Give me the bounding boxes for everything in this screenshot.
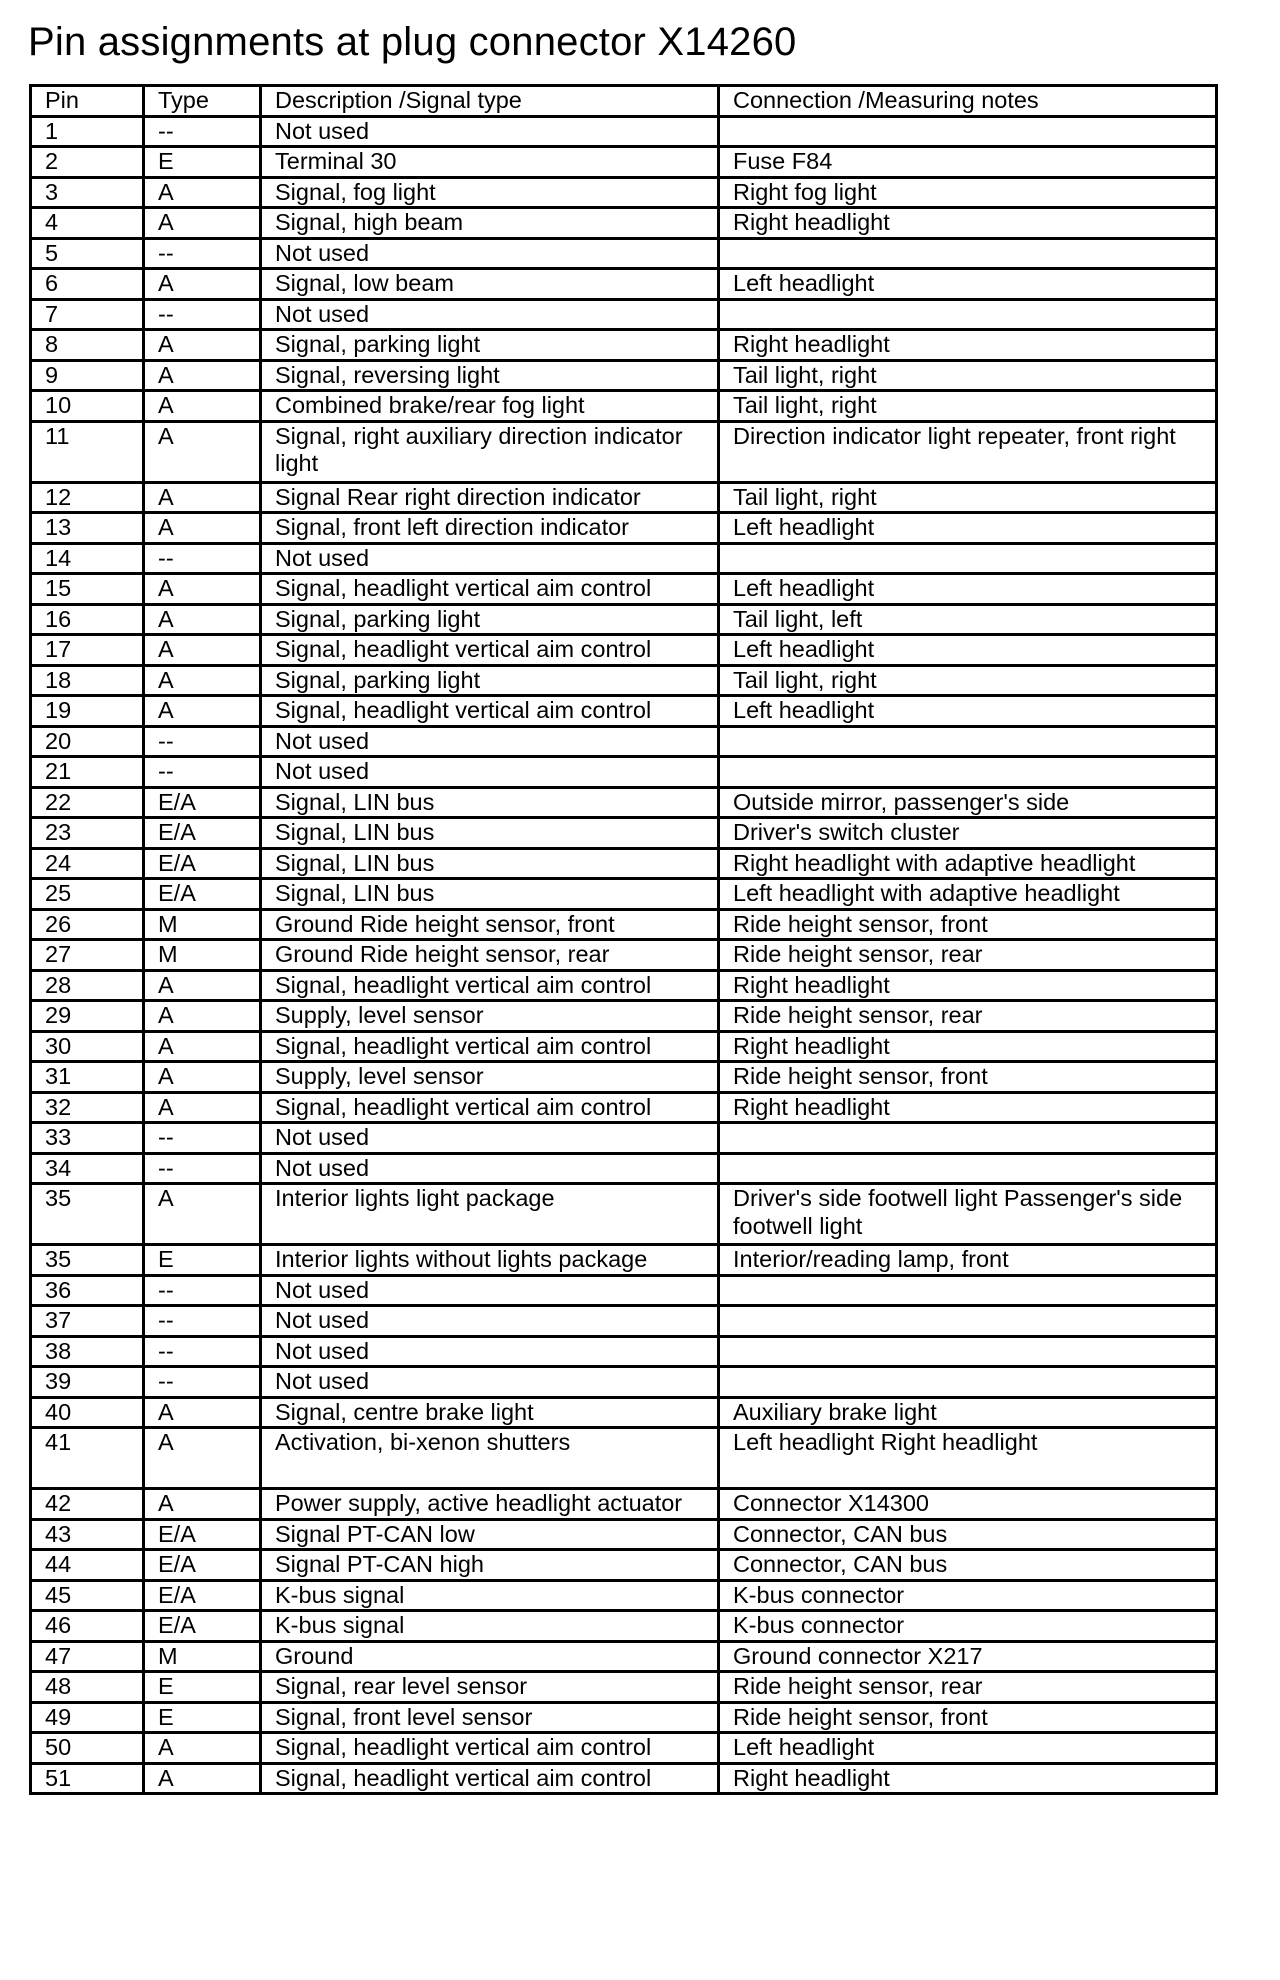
cell-connection: Tail light, left [719, 604, 1217, 635]
cell-connection: Driver's switch cluster [719, 818, 1217, 849]
cell-pin: 14 [31, 543, 144, 574]
cell-connection: Ride height sensor, front [719, 909, 1217, 940]
cell-connection: Left headlight Right headlight [719, 1428, 1217, 1489]
cell-connection: Outside mirror, passenger's side [719, 787, 1217, 818]
cell-pin: 47 [31, 1641, 144, 1672]
table-row [31, 696, 1217, 727]
cell-type: A [144, 1001, 261, 1032]
table-row [31, 1367, 1217, 1398]
cell-pin: 43 [31, 1519, 144, 1550]
cell-pin: 15 [31, 574, 144, 605]
table-row [31, 421, 1217, 482]
cell-description: Signal, headlight vertical aim control [261, 1733, 719, 1764]
cell-description: Not used [261, 1123, 719, 1154]
cell-type: E/A [144, 879, 261, 910]
cell-connection: Driver's side footwell light Passenger's side footwell light [719, 1184, 1217, 1245]
cell-connection: Right headlight [719, 1763, 1217, 1794]
cell-type: -- [144, 1153, 261, 1184]
cell-pin: 35 [31, 1184, 144, 1245]
cell-pin: 41 [31, 1428, 144, 1489]
table-row [31, 330, 1217, 361]
cell-connection [719, 726, 1217, 757]
cell-description: Signal, headlight vertical aim control [261, 1092, 719, 1123]
cell-type: -- [144, 1275, 261, 1306]
cell-connection [719, 1336, 1217, 1367]
cell-connection: Ground connector X217 [719, 1641, 1217, 1672]
cell-pin: 36 [31, 1275, 144, 1306]
cell-connection [719, 1123, 1217, 1154]
cell-description: Supply, level sensor [261, 1001, 719, 1032]
cell-type: -- [144, 1336, 261, 1367]
cell-description: Terminal 30 [261, 147, 719, 178]
table-row [31, 391, 1217, 422]
cell-type: A [144, 360, 261, 391]
table-row [31, 147, 1217, 178]
cell-pin: 31 [31, 1062, 144, 1093]
cell-pin: 46 [31, 1611, 144, 1642]
cell-connection: Right headlight [719, 208, 1217, 239]
cell-pin: 50 [31, 1733, 144, 1764]
cell-connection [719, 1153, 1217, 1184]
cell-connection: Connector, CAN bus [719, 1550, 1217, 1581]
cell-type: A [144, 1031, 261, 1062]
cell-type: E/A [144, 1580, 261, 1611]
cell-type: E [144, 147, 261, 178]
cell-pin: 27 [31, 940, 144, 971]
cell-type: E/A [144, 1550, 261, 1581]
table-row [31, 1580, 1217, 1611]
table-row [31, 1306, 1217, 1337]
cell-type: -- [144, 726, 261, 757]
cell-type: -- [144, 116, 261, 147]
cell-pin: 21 [31, 757, 144, 788]
cell-pin: 30 [31, 1031, 144, 1062]
cell-pin: 1 [31, 116, 144, 147]
table-row [31, 1641, 1217, 1672]
table-row [31, 1550, 1217, 1581]
cell-type: A [144, 269, 261, 300]
cell-connection [719, 238, 1217, 269]
cell-type: A [144, 1184, 261, 1245]
table-row [31, 1184, 1217, 1245]
cell-connection: K-bus connector [719, 1580, 1217, 1611]
cell-pin: 19 [31, 696, 144, 727]
cell-connection: Tail light, right [719, 665, 1217, 696]
cell-pin: 44 [31, 1550, 144, 1581]
table-row [31, 1733, 1217, 1764]
table-row [31, 116, 1217, 147]
cell-connection: Connector, CAN bus [719, 1519, 1217, 1550]
header-type: Type [144, 86, 261, 117]
cell-pin: 17 [31, 635, 144, 666]
table-row [31, 1031, 1217, 1062]
cell-type: -- [144, 757, 261, 788]
cell-connection: Left headlight [719, 574, 1217, 605]
cell-description: Signal PT-CAN high [261, 1550, 719, 1581]
cell-type: A [144, 1062, 261, 1093]
table-row [31, 909, 1217, 940]
table-row [31, 1275, 1217, 1306]
table-row [31, 726, 1217, 757]
cell-description: Not used [261, 116, 719, 147]
cell-description: Signal, LIN bus [261, 818, 719, 849]
cell-description: Ground [261, 1641, 719, 1672]
cell-description: Not used [261, 1367, 719, 1398]
cell-description: Signal, headlight vertical aim control [261, 1763, 719, 1794]
cell-type: A [144, 574, 261, 605]
table-row [31, 1245, 1217, 1276]
cell-connection: Tail light, right [719, 482, 1217, 513]
header-connection: Connection /Measuring notes [719, 86, 1217, 117]
cell-pin: 4 [31, 208, 144, 239]
cell-description: Not used [261, 757, 719, 788]
cell-description: Not used [261, 1275, 719, 1306]
cell-type: A [144, 970, 261, 1001]
cell-description: Interior lights without lights package [261, 1245, 719, 1276]
cell-type: A [144, 696, 261, 727]
cell-connection: Fuse F84 [719, 147, 1217, 178]
cell-connection: Left headlight with adaptive headlight [719, 879, 1217, 910]
cell-description: Signal, headlight vertical aim control [261, 696, 719, 727]
table-body [31, 116, 1217, 1794]
cell-connection: Direction indicator light repeater, front right [719, 421, 1217, 482]
cell-type: -- [144, 1367, 261, 1398]
table-row [31, 1763, 1217, 1794]
cell-pin: 22 [31, 787, 144, 818]
table-row [31, 1062, 1217, 1093]
cell-pin: 2 [31, 147, 144, 178]
cell-pin: 29 [31, 1001, 144, 1032]
cell-type: -- [144, 238, 261, 269]
table-row [31, 635, 1217, 666]
cell-pin: 49 [31, 1702, 144, 1733]
cell-description: Not used [261, 299, 719, 330]
cell-type: A [144, 391, 261, 422]
cell-type: A [144, 421, 261, 482]
cell-type: A [144, 1763, 261, 1794]
cell-connection [719, 543, 1217, 574]
cell-connection [719, 1275, 1217, 1306]
cell-description: Activation, bi-xenon shutters [261, 1428, 719, 1489]
cell-description: Signal, fog light [261, 177, 719, 208]
cell-type: E/A [144, 1611, 261, 1642]
cell-pin: 6 [31, 269, 144, 300]
cell-type: A [144, 1092, 261, 1123]
cell-description: Not used [261, 726, 719, 757]
cell-pin: 38 [31, 1336, 144, 1367]
cell-description: Signal, LIN bus [261, 848, 719, 879]
cell-connection: K-bus connector [719, 1611, 1217, 1642]
cell-pin: 51 [31, 1763, 144, 1794]
cell-connection: Interior/reading lamp, front [719, 1245, 1217, 1276]
cell-pin: 20 [31, 726, 144, 757]
cell-description: K-bus signal [261, 1611, 719, 1642]
cell-description: Signal, LIN bus [261, 879, 719, 910]
cell-type: A [144, 208, 261, 239]
cell-type: A [144, 665, 261, 696]
table-row [31, 1428, 1217, 1489]
cell-connection: Right fog light [719, 177, 1217, 208]
cell-description: Signal, front left direction indicator [261, 513, 719, 544]
cell-pin: 3 [31, 177, 144, 208]
table-row [31, 1397, 1217, 1428]
cell-description: Signal, parking light [261, 604, 719, 635]
cell-description: Signal Rear right direction indicator [261, 482, 719, 513]
table-row [31, 482, 1217, 513]
table-row [31, 787, 1217, 818]
table-row [31, 665, 1217, 696]
cell-description: Supply, level sensor [261, 1062, 719, 1093]
cell-type: M [144, 1641, 261, 1672]
cell-type: A [144, 1733, 261, 1764]
cell-type: A [144, 177, 261, 208]
table-row [31, 879, 1217, 910]
cell-description: Signal, rear level sensor [261, 1672, 719, 1703]
cell-description: Combined brake/rear fog light [261, 391, 719, 422]
cell-connection [719, 1367, 1217, 1398]
table-row [31, 1092, 1217, 1123]
cell-description: Not used [261, 238, 719, 269]
cell-type: A [144, 1428, 261, 1489]
cell-description: Signal, centre brake light [261, 1397, 719, 1428]
table-row [31, 574, 1217, 605]
cell-connection: Right headlight [719, 970, 1217, 1001]
cell-type: E/A [144, 1519, 261, 1550]
table-row [31, 360, 1217, 391]
table-row [31, 940, 1217, 971]
cell-pin: 26 [31, 909, 144, 940]
cell-type: E [144, 1672, 261, 1703]
cell-connection [719, 299, 1217, 330]
cell-pin: 8 [31, 330, 144, 361]
cell-pin: 40 [31, 1397, 144, 1428]
table-row [31, 1672, 1217, 1703]
cell-type: E/A [144, 787, 261, 818]
cell-pin: 39 [31, 1367, 144, 1398]
cell-pin: 48 [31, 1672, 144, 1703]
cell-connection: Ride height sensor, front [719, 1702, 1217, 1733]
cell-type: A [144, 513, 261, 544]
cell-description: Signal, reversing light [261, 360, 719, 391]
cell-type: A [144, 635, 261, 666]
cell-description: Ground Ride height sensor, front [261, 909, 719, 940]
cell-type: E [144, 1702, 261, 1733]
cell-description: Signal PT-CAN low [261, 1519, 719, 1550]
cell-connection: Left headlight [719, 513, 1217, 544]
cell-pin: 42 [31, 1489, 144, 1520]
table-row [31, 818, 1217, 849]
cell-connection: Right headlight [719, 330, 1217, 361]
cell-pin: 23 [31, 818, 144, 849]
header-pin: Pin [31, 86, 144, 117]
table-row [31, 848, 1217, 879]
cell-type: E/A [144, 848, 261, 879]
table-row [31, 1153, 1217, 1184]
cell-connection: Auxiliary brake light [719, 1397, 1217, 1428]
cell-pin: 33 [31, 1123, 144, 1154]
cell-pin: 32 [31, 1092, 144, 1123]
cell-pin: 34 [31, 1153, 144, 1184]
cell-pin: 9 [31, 360, 144, 391]
cell-pin: 45 [31, 1580, 144, 1611]
cell-pin: 16 [31, 604, 144, 635]
table-row [31, 269, 1217, 300]
cell-pin: 5 [31, 238, 144, 269]
table-row [31, 299, 1217, 330]
cell-pin: 11 [31, 421, 144, 482]
cell-connection: Left headlight [719, 635, 1217, 666]
cell-description: Not used [261, 1153, 719, 1184]
cell-description: Signal, parking light [261, 330, 719, 361]
cell-description: Signal, low beam [261, 269, 719, 300]
cell-description: Signal, high beam [261, 208, 719, 239]
cell-connection: Right headlight with adaptive headlight [719, 848, 1217, 879]
cell-type: -- [144, 543, 261, 574]
cell-type: M [144, 909, 261, 940]
cell-type: -- [144, 1123, 261, 1154]
cell-description: Signal, front level sensor [261, 1702, 719, 1733]
cell-connection: Ride height sensor, rear [719, 940, 1217, 971]
cell-connection: Ride height sensor, front [719, 1062, 1217, 1093]
cell-type: A [144, 604, 261, 635]
cell-connection: Ride height sensor, rear [719, 1672, 1217, 1703]
table-row [31, 970, 1217, 1001]
table-row [31, 757, 1217, 788]
table-row [31, 1336, 1217, 1367]
cell-connection: Tail light, right [719, 391, 1217, 422]
cell-pin: 18 [31, 665, 144, 696]
cell-type: M [144, 940, 261, 971]
cell-type: A [144, 330, 261, 361]
table-row [31, 1702, 1217, 1733]
cell-description: Signal, right auxiliary direction indicator light [261, 421, 719, 482]
cell-connection: Connector X14300 [719, 1489, 1217, 1520]
cell-connection [719, 1306, 1217, 1337]
cell-connection [719, 116, 1217, 147]
cell-connection: Left headlight [719, 269, 1217, 300]
table-header-row [31, 86, 1217, 117]
cell-type: E/A [144, 818, 261, 849]
cell-description: Interior lights light package [261, 1184, 719, 1245]
cell-description: Power supply, active headlight actuator [261, 1489, 719, 1520]
page-title: Pin assignments at plug connector X14260 [28, 20, 797, 64]
cell-pin: 25 [31, 879, 144, 910]
cell-description: Signal, headlight vertical aim control [261, 574, 719, 605]
header-description: Description /Signal type [261, 86, 719, 117]
table-row [31, 177, 1217, 208]
cell-description: Not used [261, 1336, 719, 1367]
cell-description: Signal, parking light [261, 665, 719, 696]
cell-pin: 13 [31, 513, 144, 544]
cell-description: Ground Ride height sensor, rear [261, 940, 719, 971]
table-row [31, 604, 1217, 635]
cell-description: K-bus signal [261, 1580, 719, 1611]
cell-type: A [144, 1397, 261, 1428]
cell-type: A [144, 482, 261, 513]
cell-connection [719, 757, 1217, 788]
table-row [31, 1123, 1217, 1154]
table-row [31, 543, 1217, 574]
cell-pin: 28 [31, 970, 144, 1001]
cell-connection: Left headlight [719, 696, 1217, 727]
cell-type: -- [144, 299, 261, 330]
cell-pin: 37 [31, 1306, 144, 1337]
cell-description: Signal, headlight vertical aim control [261, 970, 719, 1001]
cell-type: -- [144, 1306, 261, 1337]
table-row [31, 238, 1217, 269]
cell-connection: Tail light, right [719, 360, 1217, 391]
cell-pin: 12 [31, 482, 144, 513]
cell-description: Signal, headlight vertical aim control [261, 1031, 719, 1062]
cell-description: Signal, headlight vertical aim control [261, 635, 719, 666]
cell-type: E [144, 1245, 261, 1276]
cell-description: Not used [261, 1306, 719, 1337]
pin-assignment-table [29, 84, 1218, 1795]
table-row [31, 208, 1217, 239]
cell-pin: 7 [31, 299, 144, 330]
table-row [31, 1489, 1217, 1520]
cell-pin: 24 [31, 848, 144, 879]
cell-connection: Ride height sensor, rear [719, 1001, 1217, 1032]
cell-pin: 10 [31, 391, 144, 422]
cell-connection: Left headlight [719, 1733, 1217, 1764]
cell-description: Signal, LIN bus [261, 787, 719, 818]
cell-connection: Right headlight [719, 1092, 1217, 1123]
table-row [31, 1001, 1217, 1032]
table-row [31, 513, 1217, 544]
table-row [31, 1519, 1217, 1550]
cell-description: Not used [261, 543, 719, 574]
cell-type: A [144, 1489, 261, 1520]
table-row [31, 1611, 1217, 1642]
cell-pin: 35 [31, 1245, 144, 1276]
cell-connection: Right headlight [719, 1031, 1217, 1062]
